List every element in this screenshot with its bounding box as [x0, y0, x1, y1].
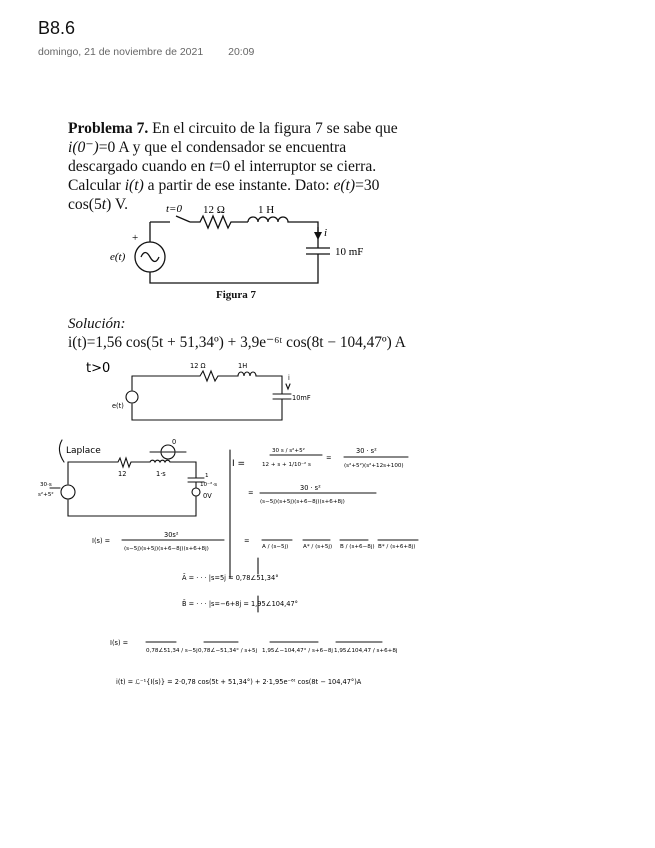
hw-pf-Ac: A* / (s+5j): [303, 544, 333, 550]
problem-text: En el circuito de la figura 7 se sabe que: [148, 120, 398, 137]
note-date: domingo, 21 de noviembre de 2021: [38, 46, 204, 58]
current-label: i: [324, 227, 328, 239]
switch-label: t=0: [166, 203, 182, 215]
problem-var: i(0⁻): [68, 139, 99, 156]
hw-Is-num: 30s²: [164, 531, 179, 539]
hw-B-val: B̄ = · · · |s=−6+8j = 1,95∠104,47°: [182, 600, 298, 608]
hw-term2: 0,78∠−51,34° / s+5j: [198, 648, 258, 654]
hw-c1: 10mF: [292, 394, 311, 402]
source-plus: +: [132, 232, 139, 244]
problem-var: t: [209, 158, 214, 175]
hw-l2: 1·s: [156, 470, 166, 478]
solution-answer: i(t)=1,56 cos(5t + 51,34º) + 3,9e⁻⁶ᵗ cos(8t − 104,47º) A: [68, 334, 406, 351]
hw-eq2: =: [248, 489, 254, 497]
hw-Is-den: (s−5j)(s+5j)(s+6−8j)(s+6+8j): [124, 546, 209, 552]
hw-Is-label: I(s) =: [92, 537, 111, 545]
hw-cap2-num: 1: [205, 473, 209, 479]
problem-text: ) V.: [106, 196, 129, 213]
figure-caption: Figura 7: [216, 289, 257, 301]
hw-zero: 0: [172, 438, 177, 446]
hw-Is2-label: I(s) =: [110, 639, 129, 647]
hw-src1: e(t): [112, 402, 124, 410]
hw-final: i(t) = ℒ⁻¹{I(s)} = 2·0,78 cos(5t + 51,34°) + 2·1,95e⁻⁶ᵗ cos(8t − 104,47°)A: [116, 678, 362, 686]
problem-var: i(t): [124, 177, 144, 194]
hw-pf-A: A / (s−5j): [262, 544, 289, 550]
problem-text: =0 A y que el condensador se encuentra descargado cuando en: [68, 139, 347, 175]
hw-cap2-den: 10⁻²·s: [200, 482, 218, 488]
problem-var: t: [101, 196, 107, 213]
hw-A-val: Ā = · · · |s=5j = 0,78∠51,34°: [182, 574, 279, 582]
problem-var: e(t): [333, 177, 356, 194]
hw-I-eq: I =: [232, 459, 246, 469]
resistor-label: 12 Ω: [203, 204, 225, 216]
hw-t-gt-0: t>0: [86, 361, 111, 376]
problem-text: =30 cos(5: [68, 177, 380, 213]
source-label: e(t): [110, 251, 126, 263]
hw-src2-den: s²+5²: [38, 492, 54, 498]
problem-label: Problema 7.: [68, 120, 149, 137]
hw-I-den: 12 + s + 1/10⁻² s: [262, 462, 311, 468]
problem-text: =0 el interruptor se cierra. Calcular: [68, 158, 377, 194]
hw-v0: 0V: [203, 492, 212, 500]
hw-I-r1-den: (s²+5²)(s²+12s+100): [344, 463, 404, 469]
hw-eq1: =: [326, 454, 332, 462]
hw-l1: 1H: [238, 362, 248, 370]
capacitor-label: 10 mF: [335, 246, 364, 258]
hw-term3: 1,95∠−104,47° / s+6−8j: [262, 648, 333, 654]
hw-eq3: =: [244, 537, 250, 545]
hw-src2-num: 30·s: [40, 482, 52, 488]
hw-I-r2-num: 30 · s²: [300, 484, 321, 492]
hw-r2: 12: [118, 470, 127, 478]
hw-laplace: Laplace: [66, 446, 101, 456]
hw-I-r1-num: 30 · s²: [356, 447, 377, 455]
problem-text: a partir de ese instante. Dato:: [143, 177, 334, 194]
hw-r1: 12 Ω: [190, 362, 206, 370]
note-title: B8.6: [38, 18, 76, 38]
note-time: 20:09: [228, 46, 255, 58]
solution-heading: Solución:: [68, 316, 126, 332]
hw-I-r2-den: (s−5j)(s+5j)(s+6−8j)(s+6+8j): [260, 499, 345, 505]
hw-i1: i: [288, 374, 290, 382]
inductor-label: 1 H: [258, 204, 275, 216]
hw-term4: 1,95∠104,47 / s+6+8j: [334, 648, 398, 654]
hw-pf-Bc: B* / (s+6+8j): [378, 544, 416, 550]
hw-term1: 0,78∠51,34 / s−5j: [146, 648, 198, 654]
hw-I-num: 30 s / s²+5²: [272, 448, 305, 454]
hw-pf-B: B / (s+6−8j): [340, 544, 375, 550]
